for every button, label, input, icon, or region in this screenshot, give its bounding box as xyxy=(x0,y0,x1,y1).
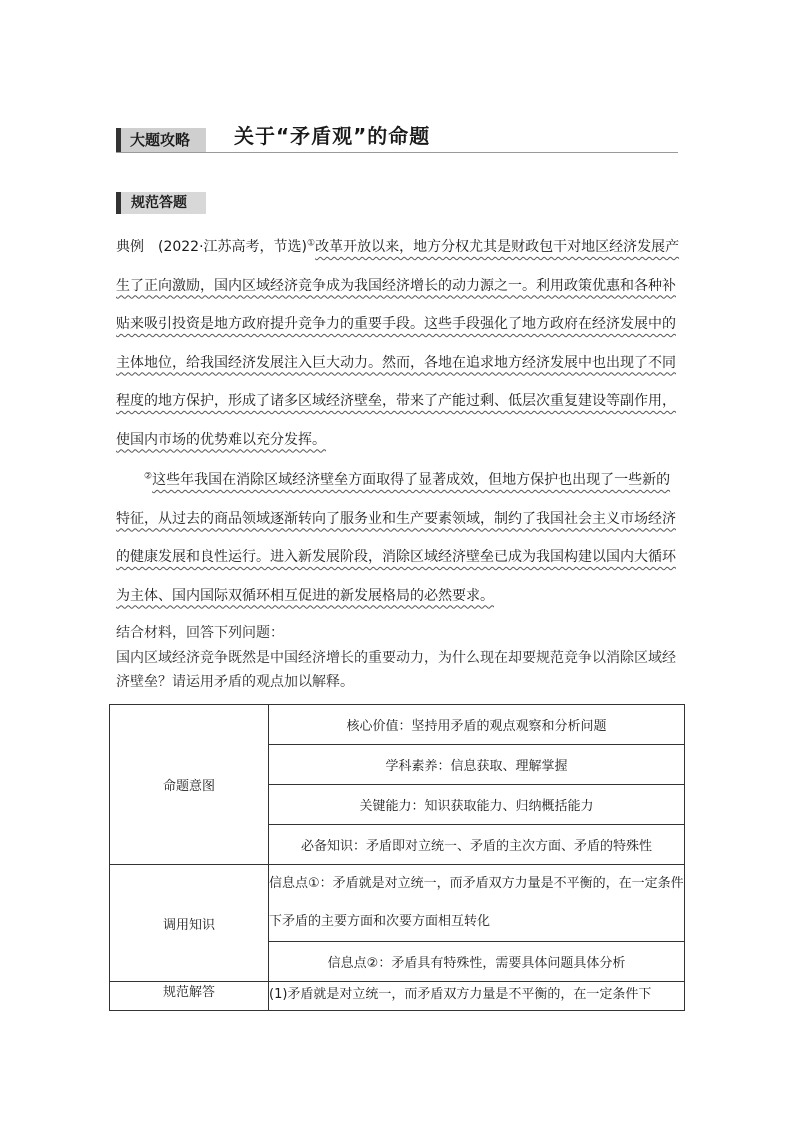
row-label-intent: 命题意图 xyxy=(110,705,269,865)
table-cell: 关键能力：知识获取能力、归纳概括能力 xyxy=(269,785,685,825)
table-row xyxy=(110,982,685,1011)
table-row xyxy=(110,705,685,745)
row-label-knowledge: 调用知识 xyxy=(110,865,269,982)
table-cell: (1)矛盾就是对立统一，而矛盾双方力量是不平衡的，在一定条件下 xyxy=(269,982,685,1011)
subsection-tag: 规范答题 xyxy=(116,192,206,214)
instruction-text: 结合材料，回答下列问题： xyxy=(116,625,284,641)
table-row xyxy=(110,865,685,942)
table-cell: 信息点②：矛盾具有特殊性，需要具体问题具体分析 xyxy=(269,942,685,982)
material-text-2: 这些年我国在消除区域经济壁垒方面取得了显著成效，但地方保护也出现了一些新的特征，从过去的商品领域逐渐转向了服务业和生产要素领域，制约了我国社会主义市场经济的健康发展和良性运行。进入新发展阶段，消除区域经济壁垒已成为我国构建以国内大循环为主体、国内国际双循环相互促进的新发展格局的必然要求。 xyxy=(116,472,676,604)
row-label-answer: 规范解答 xyxy=(110,982,269,1011)
page-title: 关于“矛盾观”的命题 xyxy=(234,124,431,148)
analysis-table xyxy=(109,704,685,1011)
marker-2: ② xyxy=(144,471,153,482)
example-paragraph-2 xyxy=(116,461,682,615)
example-prefix: 典例 (2022·江苏高考，节选) xyxy=(116,239,308,255)
example-paragraph-1 xyxy=(116,228,682,459)
table-cell: 信息点①：矛盾就是对立统一，而矛盾双方力量是不平衡的，在一定条件下矛盾的主要方面和次要方面相互转化 xyxy=(269,865,685,942)
marker-1: ① xyxy=(307,238,316,249)
material-text-1: 改革开放以来，地方分权尤其是财政包干对地区经济发展产生了正向激励，国内区域经济竞争成为我国经济增长的动力源之一。利用政策优惠和各种补贴来吸引投资是地方政府提升竞争力的重要手段。这些手段强化了地方政府在经济发展中的主体地位，给我国经济发展注入巨大动力。然而，各地在追求地方经济发展中也出现了不同程度的地方保护，形成了诸多区域经济壁垒，带来了产能过剩、低层次重复建设等副作用，使国内市场的优势难以充分发挥。 xyxy=(116,239,680,448)
table-cell: 核心价值：坚持用矛盾的观点观察和分析问题 xyxy=(269,705,685,745)
table-cell: 必备知识：矛盾即对立统一、矛盾的主次方面、矛盾的特殊性 xyxy=(269,825,685,865)
section-header xyxy=(116,124,678,153)
question-text: 国内区域经济竞争既然是中国经济增长的重要动力，为什么现在却要规范竞争以消除区域经济壁垒？请运用矛盾的观点加以解释。 xyxy=(116,650,676,690)
header-tag: 大题攻略 xyxy=(116,128,206,152)
table-cell: 学科素养：信息获取、理解掌握 xyxy=(269,745,685,785)
